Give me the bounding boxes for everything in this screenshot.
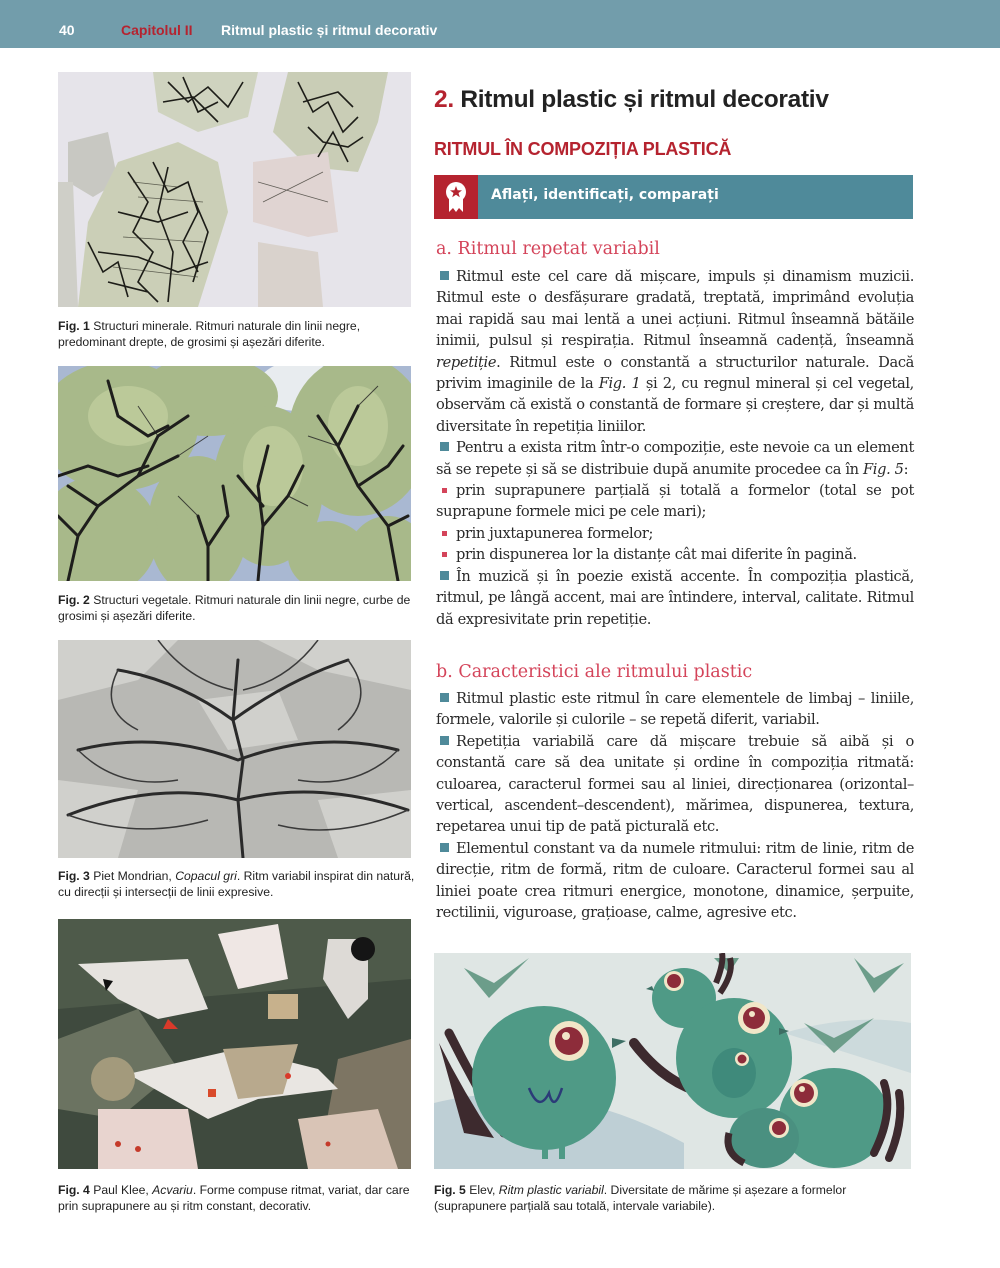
paragraph-text: Ritmul este cel care dă mișcare, impuls și dinamism muzicii. Ritmul este o desfășurare gradată, treptată, imprimând evoluția mai rapidă sau mai lentă a unei acțiuni. Ritmul înseamnă bătăile inimii, pulsul și respirația. Ritmul înseamnă cadență, înseamnă [436,268,914,350]
paragraph-text: . Ritmul este o constantă a structurilor naturale. Dacă privim imaginile de la [436,353,914,393]
list-item [436,544,914,565]
figure-4-text-pre: Paul Klee, [93,1183,153,1197]
paragraph [436,437,914,480]
banner-label: Aflați, identificați, comparați [491,187,719,203]
list-item [436,523,914,544]
red-square-bullet-icon [442,531,447,536]
award-ribbon-icon [444,181,468,213]
paragraph [436,566,914,630]
paragraph-text: și 2, cu regnul mineral și cel vegetal, observăm că există o constantă de formare și creștere, dar și multă diversitate în repetiția liniilor. [436,375,914,435]
gray-tree-painting [58,640,411,858]
mineral-structure-illustration [58,72,411,307]
teal-square-bullet-icon [440,736,449,745]
red-square-bullet-icon [442,488,447,493]
part-a-body [436,266,914,630]
teal-square-bullet-icon [440,442,449,451]
paragraph-text: În muzică și în poezie există accente. În compoziția plastică, ritmul, pe lângă accent, mai are întindere, interval, calitate. Ritmul dă expresivitate prin repetiție. [436,567,914,628]
birds-painting [434,953,911,1169]
figure-3-text-post: . Ritm variabil inspirat din natură, cu direcții și intersecții de linii expresive. [58,869,415,899]
figure-2-label: Fig. 2 [58,593,90,607]
figure-4-label: Fig. 4 [58,1183,90,1197]
figure-reference: Fig. 5 [863,460,904,478]
lesson-title-text: Ritmul plastic și ritmul decorativ [460,86,829,113]
paragraph-text: Pentru a exista ritm într-o compoziție, este nevoie ca un element să se repete și să se distribuie după anumite procedee ca în [436,439,914,478]
chapter-label: Capitolul II [121,22,193,38]
activity-banner [434,175,913,219]
paragraph [436,266,914,437]
figure-5-artwork-title: Ritm plastic variabil [498,1183,604,1197]
figure-reference: Fig. 1 [598,375,641,393]
figure-2-text: Structuri vegetale. Ritmuri naturale din linii negre, curbe de grosimi și așezări diferite. [58,593,411,623]
chapter-title: Ritmul plastic și ritmul decorativ [221,22,438,38]
figure-5-text-pre: Elev, [469,1183,499,1197]
figure-3-text-pre: Piet Mondrian, [93,869,176,883]
lesson-number: 2. [434,86,454,113]
tree-canopy-illustration [58,366,411,581]
aquarium-painting [58,919,411,1169]
running-header [0,0,1000,48]
lesson-title [434,86,829,114]
figure-1-label: Fig. 1 [58,319,90,333]
figure-1-image [58,72,411,307]
figure-5-label: Fig. 5 [434,1183,466,1197]
list-item-text: prin juxtapunerea formelor; [456,524,654,542]
page-number: 40 [59,22,75,38]
figure-3-artwork-title: Copacul gri [175,869,237,883]
list-item [436,480,914,523]
banner-icon-box [434,175,478,219]
teal-square-bullet-icon [440,571,449,580]
teal-square-bullet-icon [440,693,449,702]
list-item-text: prin suprapunere parțială și totală a formelor (total se pot suprapune formele mici pe cele mari); [436,482,914,521]
figure-3-caption [58,868,416,900]
part-b-body [436,688,914,923]
red-square-bullet-icon [442,552,447,557]
paragraph [436,838,914,924]
paragraph-text: Ritmul plastic este ritmul în care elementele de limbaj – liniile, formele, valorile și culorile – se repetă diferit, variabil. [436,690,914,729]
teal-square-bullet-icon [440,843,449,852]
figure-5-caption [434,1182,914,1214]
paragraph-text: Repetiția variabilă care dă mișcare trebuie să aibă și o constantă care să dea unitate și ordine în compoziția ritmată: culoarea, caracterul formei sau al liniei, direcționarea (orizontal–vertical, ascendent–descendent), mărimea, dispunerea, textura, repetarea unui tip de pată picturală etc. [436,732,914,836]
paragraph-text: : [903,460,909,478]
paragraph [436,731,914,838]
teal-square-bullet-icon [440,271,449,280]
figure-4-image [58,919,411,1169]
figure-2-image [58,366,411,581]
figure-1-caption [58,318,416,350]
section-title: RITMUL ÎN COMPOZIȚIA PLASTICĂ [434,139,732,159]
figure-4-caption [58,1182,416,1214]
list-item-text: prin dispunerea lor la distanțe cât mai diferite în pagină. [456,546,857,564]
paragraph-text: Elementul constant va da numele ritmului: ritm de linie, ritm de direcție, ritm de formă, ritm de culoare. Caracterul formei sau al liniei poate crea ritmuri energice, monotone, dinamice, șerpuite, rectilinii, viguroase, grațioase, calme, agresive etc. [436,839,914,922]
figure-1-text: Structuri minerale. Ritmuri naturale din linii negre, predominant drepte, de grosimi și așezări diferite. [58,319,361,349]
subheading-a: a. Ritmul repetat variabil [436,239,660,259]
figure-4-artwork-title: Acvariu [152,1183,193,1197]
figure-5-text-post: . Diversitate de mărime și așezare a formelor (suprapunere parțială sau totală, intervale variabile). [434,1183,847,1213]
figure-4-text-post: . Forme compuse ritmat, variat, dar care prin suprapunere au și ritm constant, decorativ. [58,1183,410,1213]
subheading-b: b. Caracteristici ale ritmului plastic [436,662,753,682]
figure-3-image [58,640,411,858]
paragraph [436,688,914,731]
figure-3-label: Fig. 3 [58,869,90,883]
figure-2-caption [58,592,416,624]
emphasis-text: repetiție [436,353,497,371]
figure-5-image [434,953,911,1169]
